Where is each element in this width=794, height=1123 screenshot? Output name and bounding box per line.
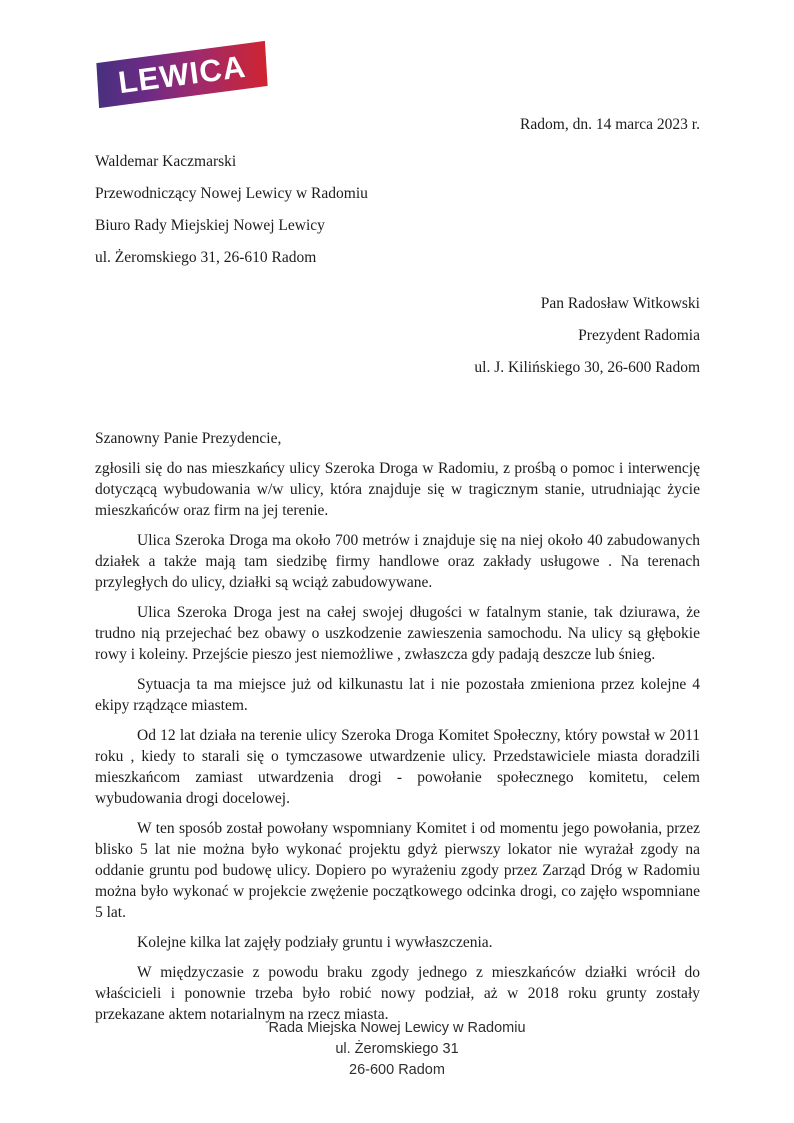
- body-paragraph: W ten sposób został powołany wspomniany Komitet i od momentu jego powołania, przez blisko 5 lat nie można było wykonać projektu gdyż pierwszy lokator nie wyrażał zgody na oddanie gruntu pod budowę ulicy. Dopiero po wyrażeniu zgody przez Zarząd Dróg w Radomiu można było wykonać w projekcie zwężenie początkowego odcinka drogi, co zajęło wspomniane 5 lat.: [95, 820, 700, 921]
- letter-body: [95, 458, 700, 1025]
- recipient-title: Prezydent Radomia: [578, 327, 700, 344]
- sender-office: Biuro Rady Miejskiej Nowej Lewicy: [95, 217, 325, 234]
- lewica-logo-text: LEWICA: [116, 48, 248, 101]
- sender-address: ul. Żeromskiego 31, 26-610 Radom: [95, 249, 317, 266]
- footer-city: 26-600 Radom: [349, 1062, 445, 1078]
- lewica-logo: [95, 42, 700, 106]
- body-paragraph: Ulica Szeroka Droga ma około 700 metrów i znajduje się na niej około 40 zabudowanych działek a także mają tam siedzibę firmy handlowe oraz zakłady usługowe . Na terenach przyległych do ulicy, działki są wciąż zabudowywane.: [95, 532, 700, 591]
- footer-org: Rada Miejska Nowej Lewicy w Radomiu: [268, 1020, 526, 1036]
- body-paragraph: zgłosili się do nas mieszkańcy ulicy Szeroka Droga w Radomiu, z prośbą o pomoc i interwencję dotyczącą wybudowania w/w ulicy, która znajduje się w tragicznym stanie, utrudniając życie mieszkańców oraz firm na jej terenie.: [95, 460, 700, 519]
- salutation: Szanowny Panie Prezydencie,: [95, 430, 282, 447]
- body-paragraph: Sytuacja ta ma miejsce już od kilkunastu lat i nie pozostała zmieniona przez kolejne 4 ekipy rządzące miastem.: [95, 676, 700, 714]
- body-paragraph: W międzyczasie z powodu braku zgody jednego z mieszkańców działki wrócił do właścicieli i ponownie trzeba było robić nowy podział, aż w 2018 roku grunty zostały przekazane aktem notarialnym na rzecz miasta.: [95, 964, 700, 1023]
- sender-block: [95, 146, 700, 274]
- letter-footer: [0, 1018, 794, 1081]
- body-paragraph: Ulica Szeroka Droga jest na całej swojej długości w fatalnym stanie, tak dziurawa, że trudno nią przejechać bez obawy o uszkodzenie zawieszenia samochodu. Na ulicy są głębokie rowy i koleiny. Przejście pieszo jest niemożliwe , zwłaszcza gdy padają deszcze lub śnieg.: [95, 604, 700, 663]
- sender-name: Waldemar Kaczmarski: [95, 153, 237, 170]
- date-line: Radom, dn. 14 marca 2023 r.: [520, 116, 700, 133]
- footer-street: ul. Żeromskiego 31: [335, 1041, 459, 1057]
- body-paragraph: Kolejne kilka lat zajęły podziały gruntu i wywłaszczenia.: [137, 934, 493, 951]
- sender-title: Przewodniczący Nowej Lewicy w Radomiu: [95, 185, 368, 202]
- body-paragraph: Od 12 lat działa na terenie ulicy Szeroka Droga Komitet Społeczny, który powstał w 2011 roku , kiedy to starali się o tymczasowe utwardzenie ulicy. Przedstawiciele miasta doradzili mieszkańcom zamiast utwardzenia drogi - powołanie społecznego komitetu, celem wybudowania drogi docelowej.: [95, 727, 700, 807]
- lewica-logo-banner: [96, 41, 267, 108]
- recipient-name: Pan Radosław Witkowski: [540, 295, 700, 312]
- recipient-block: [95, 288, 700, 384]
- recipient-address: ul. J. Kilińskiego 30, 26-600 Radom: [474, 359, 700, 376]
